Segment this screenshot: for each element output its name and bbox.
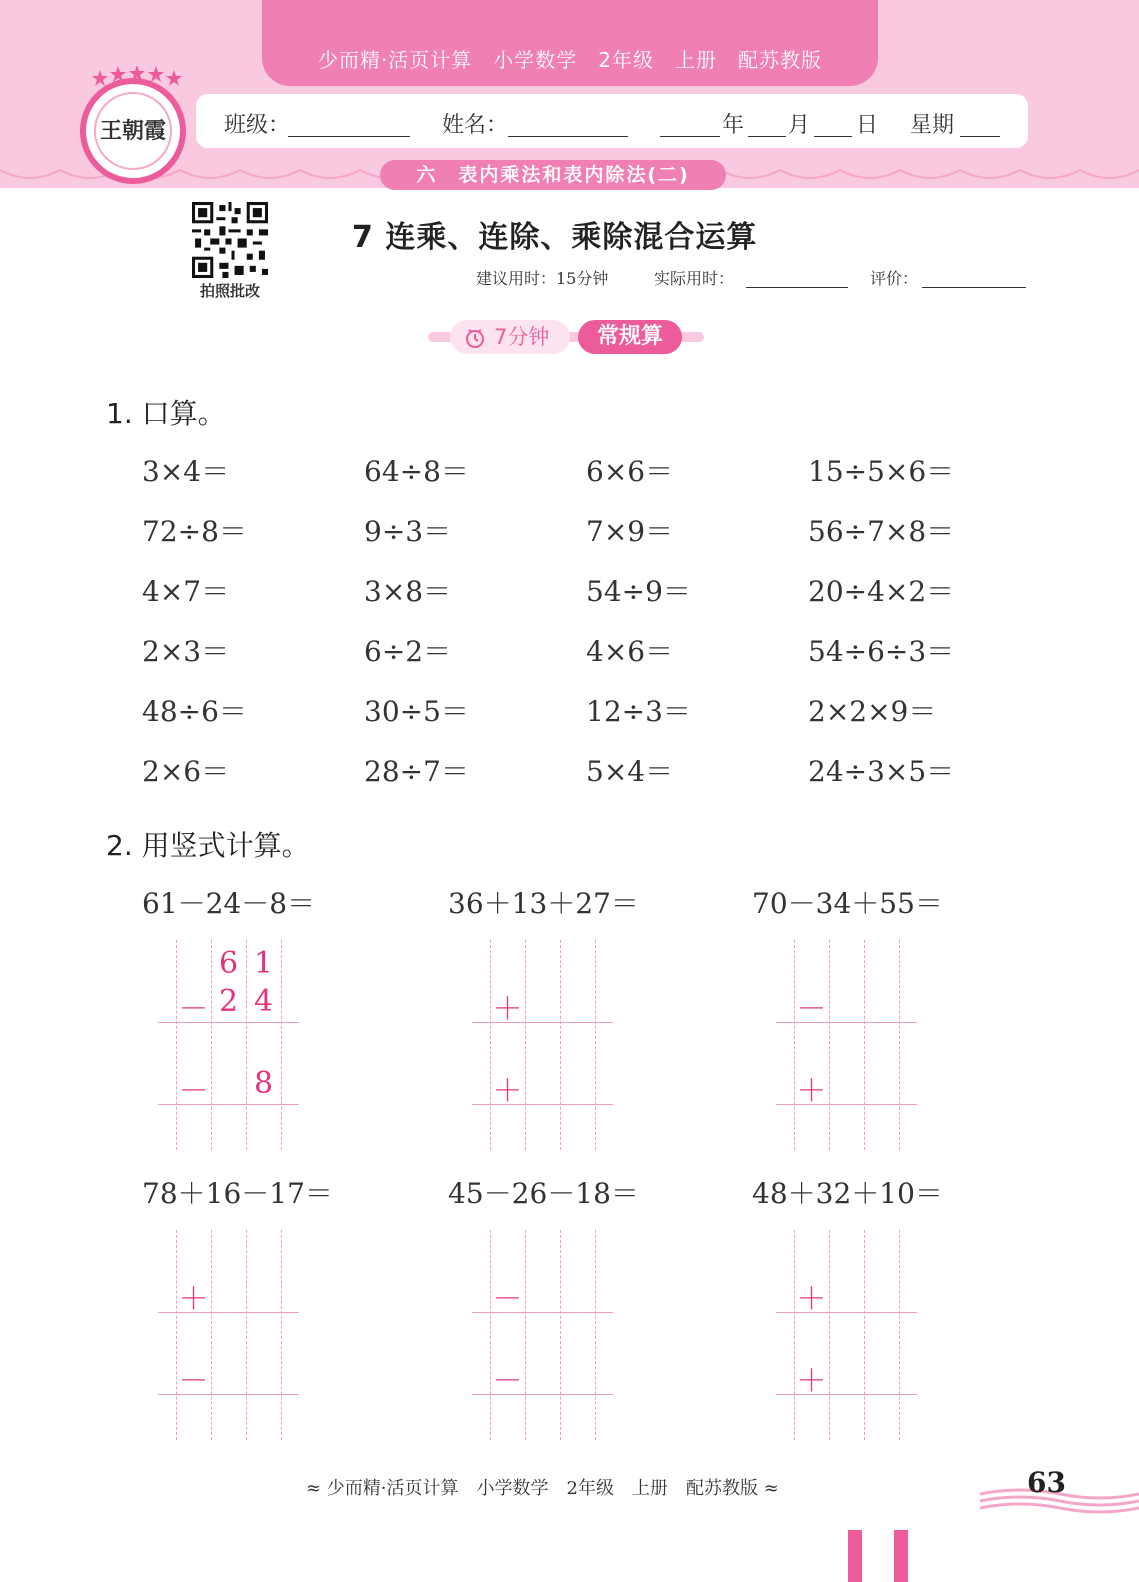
vertical-expression: 61－24－8＝ — [142, 887, 316, 920]
vertical-calc-grid[interactable] — [776, 940, 917, 1150]
grid-digit: 6 — [218, 946, 239, 981]
name-label: 姓名： — [442, 113, 509, 138]
operator-sign: ＋ — [492, 992, 523, 1027]
name-field[interactable] — [508, 136, 628, 137]
vertical-calc-grid[interactable] — [472, 1230, 613, 1440]
unit-title: 六 表内乘法和表内除法(二) — [380, 160, 726, 190]
vertical-calc-grid[interactable] — [158, 1230, 299, 1440]
qr-label: 拍照批改 — [199, 282, 260, 300]
class-field[interactable] — [288, 136, 410, 137]
oral-expression: 9÷3＝ — [364, 515, 452, 548]
oral-expression: 15÷5×6＝ — [808, 455, 955, 488]
oral-expression: 2×3＝ — [142, 635, 230, 668]
oral-expression: 28÷7＝ — [364, 755, 469, 788]
month-label: 月 — [788, 113, 811, 138]
grid-digit: 8 — [253, 1066, 274, 1101]
operator-sign: ＋ — [178, 1282, 209, 1317]
operator-sign: ＋ — [796, 1364, 827, 1399]
vertical-expression: 78＋16－17＝ — [142, 1177, 333, 1210]
vertical-expression: 36＋13＋27＝ — [448, 887, 639, 920]
oral-expression: 3×8＝ — [364, 575, 452, 608]
class-label: 班级： — [224, 113, 291, 138]
operator-sign: ＋ — [796, 1074, 827, 1109]
oral-expression: 54÷6÷3＝ — [808, 635, 955, 668]
oral-expression: 6÷2＝ — [364, 635, 452, 668]
evaluation-field[interactable] — [922, 287, 1026, 288]
grid-digit: 2 — [218, 984, 239, 1019]
vertical-expression: 48＋32＋10＝ — [752, 1177, 943, 1210]
vertical-calc-grid[interactable] — [158, 940, 299, 1150]
vertical-calc-grid[interactable] — [776, 1230, 917, 1440]
day-field[interactable] — [814, 136, 852, 137]
weekday-field[interactable] — [960, 136, 1000, 137]
operator-sign: ＋ — [796, 1282, 827, 1317]
operator-sign: － — [492, 1364, 523, 1399]
vertical-expression: 45－26－18＝ — [448, 1177, 639, 1210]
timer-category: 常规算 — [578, 320, 682, 354]
day-label: 日 — [856, 113, 879, 138]
oral-expression: 54÷9＝ — [586, 575, 691, 608]
oral-expression: 72÷8＝ — [142, 515, 247, 548]
oral-expression: 3×4＝ — [142, 455, 230, 488]
qr-code-icon[interactable] — [192, 202, 268, 278]
oral-expression: 7×9＝ — [586, 515, 674, 548]
oral-expression: 4×7＝ — [142, 575, 230, 608]
grid-digit: 1 — [253, 946, 274, 981]
oral-expression: 6×6＝ — [586, 455, 674, 488]
oral-expression: 24÷3×5＝ — [808, 755, 955, 788]
oral-expression: 30÷5＝ — [364, 695, 469, 728]
operator-sign: － — [796, 992, 827, 1027]
oral-expression: 12÷3＝ — [586, 695, 691, 728]
timer-duration — [450, 320, 570, 354]
page-number: 63 — [1027, 1466, 1066, 1499]
timer-duration-text: 7分钟 — [494, 325, 550, 349]
oral-expression: 2×2×9＝ — [808, 695, 937, 728]
oral-expression: 5×4＝ — [586, 755, 674, 788]
operator-sign: － — [492, 1282, 523, 1317]
year-label: 年 — [722, 113, 745, 138]
actual-time-label: 实际用时： — [654, 269, 735, 288]
brand-logo — [80, 78, 186, 184]
series-title: 少而精·活页计算 小学数学 2年级 上册 配苏教版 — [317, 48, 823, 72]
weekday-label: 星期 — [910, 113, 955, 138]
page-edge-mark — [894, 1530, 908, 1582]
suggested-time: 建议用时：15分钟 — [476, 269, 609, 288]
year-field[interactable] — [660, 136, 720, 137]
evaluation-label: 评价： — [870, 269, 919, 288]
footer-text: ≈ 少而精·活页计算 小学数学 2年级 上册 配苏教版 ≈ — [306, 1478, 779, 1499]
oral-expression: 56÷7×8＝ — [808, 515, 955, 548]
operator-sign: － — [178, 992, 209, 1027]
page-edge-mark — [848, 1530, 862, 1582]
grid-digit: 4 — [253, 984, 274, 1019]
section1-title: 1. 口算。 — [106, 397, 226, 430]
oral-expression: 2×6＝ — [142, 755, 230, 788]
month-field[interactable] — [748, 136, 786, 137]
clock-icon — [464, 327, 486, 349]
actual-time-field[interactable] — [746, 287, 848, 288]
lesson-title: 7 连乘、连除、乘除混合运算 — [352, 220, 758, 255]
operator-sign: － — [178, 1074, 209, 1109]
vertical-expression: 70－34＋55＝ — [752, 887, 943, 920]
series-tab — [262, 0, 878, 86]
oral-expression: 4×6＝ — [586, 635, 674, 668]
timer-badge — [428, 320, 704, 354]
section2-title: 2. 用竖式计算。 — [106, 829, 310, 862]
vertical-calc-grid[interactable] — [472, 940, 613, 1150]
oral-expression: 20÷4×2＝ — [808, 575, 955, 608]
oral-expression: 48÷6＝ — [142, 695, 247, 728]
operator-sign: ＋ — [492, 1074, 523, 1109]
operator-sign: － — [178, 1364, 209, 1399]
logo-text: 王朝霞 — [99, 118, 166, 144]
student-info-bar — [196, 94, 1028, 148]
oral-expression: 64÷8＝ — [364, 455, 469, 488]
